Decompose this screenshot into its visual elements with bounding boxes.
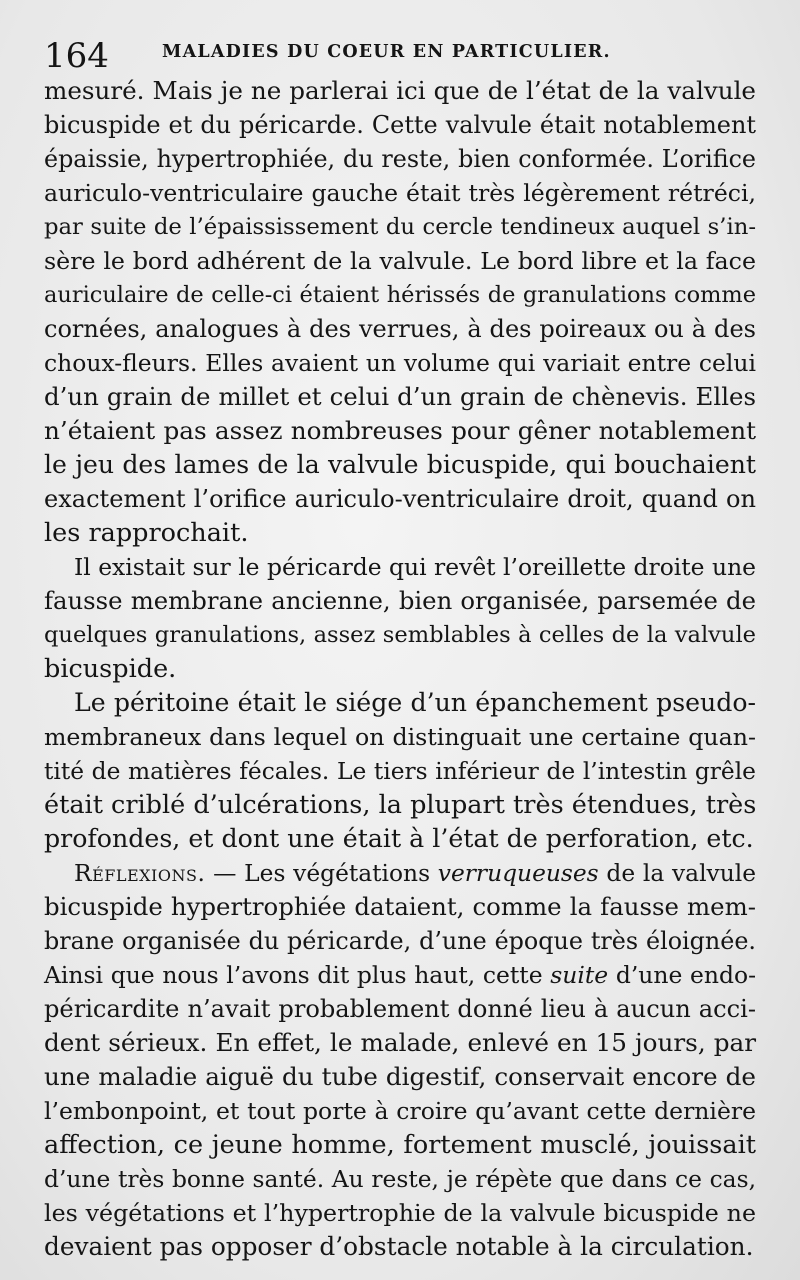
text-line: d’un grain de millet et celui d’un grain de chènevis. Elles	[44, 382, 756, 411]
text-line: tité de matières fécales. Le tiers inférieur de l’intestin grêle	[44, 757, 756, 785]
text-line	[44, 856, 756, 890]
text-line: quelques granulations, assez semblables à celles de la valvule	[44, 622, 756, 648]
text-line: une maladie aiguë du tube digestif, conservait encore de	[44, 1062, 756, 1091]
paragraph-peritoine	[44, 686, 756, 856]
paragraph-reflexions	[44, 856, 756, 1264]
text-span: de la valvule	[598, 859, 756, 887]
body-text	[44, 74, 756, 1264]
text-line: les végétations et l’hypertrophie de la valvule bicuspide ne	[44, 1199, 756, 1227]
text-line: brane organisée du péricarde, d’une époque très éloignée.	[44, 927, 756, 955]
text-line: était criblé d’ulcérations, la plupart très étendues, très	[44, 790, 757, 820]
text-span: d’une endo-	[608, 961, 756, 989]
text-line: exactement l’orifice auriculo-ventriculaire droit, quand on	[44, 485, 756, 513]
text-line: affection, ce jeune homme, fortement musclé, jouissait	[44, 1130, 756, 1160]
text-line	[44, 958, 756, 992]
text-line: dent sérieux. En effet, le malade, enlevé en 15 jours, par	[44, 1028, 756, 1057]
page-header	[44, 30, 756, 76]
text-line: fausse membrane ancienne, bien organisée, parsemée de	[44, 586, 756, 615]
text-line: choux-fleurs. Elles avaient un volume qui variait entre celui	[44, 349, 756, 377]
paragraph-valvule	[44, 74, 756, 550]
text-line: épaissie, hypertrophiée, du reste, bien conformée. L’orifice	[44, 145, 756, 173]
text-line: bicuspide.	[44, 654, 177, 684]
page-number: 164	[44, 36, 109, 76]
text-span: — Les végétations	[205, 859, 438, 887]
text-line: auriculaire de celle-ci étaient hérissés de granulations comme	[44, 282, 756, 308]
text-line: mesuré. Mais je ne parlerai ici que de l’état de la valvule	[44, 76, 756, 105]
reflexions-heading: Réflexions.	[74, 859, 206, 887]
text-line: le jeu des lames de la valvule bicuspide, qui bouchaient	[44, 450, 756, 479]
text-line: d’une très bonne santé. Au reste, je répète que dans ce cas,	[44, 1165, 756, 1193]
text-line: devaient pas opposer d’obstacle notable à la circulation.	[44, 1232, 754, 1261]
paragraph-pericarde	[44, 550, 756, 686]
text-span: Ainsi que nous l’avons dit plus haut, cette	[44, 961, 551, 989]
italic-term: verruqueuses	[437, 859, 599, 887]
running-head: MALADIES DU COEUR EN PARTICULIER.	[162, 42, 611, 62]
text-line: sère le bord adhérent de la valvule. Le bord libre et la face	[44, 247, 756, 275]
italic-term: suite	[550, 961, 609, 989]
text-line: membraneux dans lequel on distinguait une certaine quan-	[44, 723, 756, 751]
text-line: les rapprochait.	[44, 518, 249, 548]
text-line: l’embonpoint, et tout porte à croire qu’avant cette dernière	[44, 1097, 756, 1125]
text-line: Le péritoine était le siége d’un épanchement pseudo-	[74, 688, 756, 717]
text-line: cornées, analogues à des verrues, à des poireaux ou à des	[44, 315, 756, 343]
text-line: bicuspide hypertrophiée dataient, comme la fausse mem-	[44, 892, 756, 921]
text-line: Il existait sur le péricarde qui revêt l’oreillette droite une	[74, 553, 756, 581]
text-line: péricardite n’avait probablement donné lieu à aucun acci-	[44, 995, 756, 1023]
text-line: bicuspide et du péricarde. Cette valvule était notablement	[44, 111, 756, 139]
text-line: profondes, et dont une était à l’état de perforation, etc.	[44, 824, 754, 853]
text-line: auriculo-ventriculaire gauche était très légèrement rétréci,	[44, 179, 756, 207]
text-line: par suite de l’épaississement du cercle tendineux auquel s’in-	[44, 214, 756, 240]
text-line: n’étaient pas assez nombreuses pour gêner notablement	[44, 416, 756, 445]
